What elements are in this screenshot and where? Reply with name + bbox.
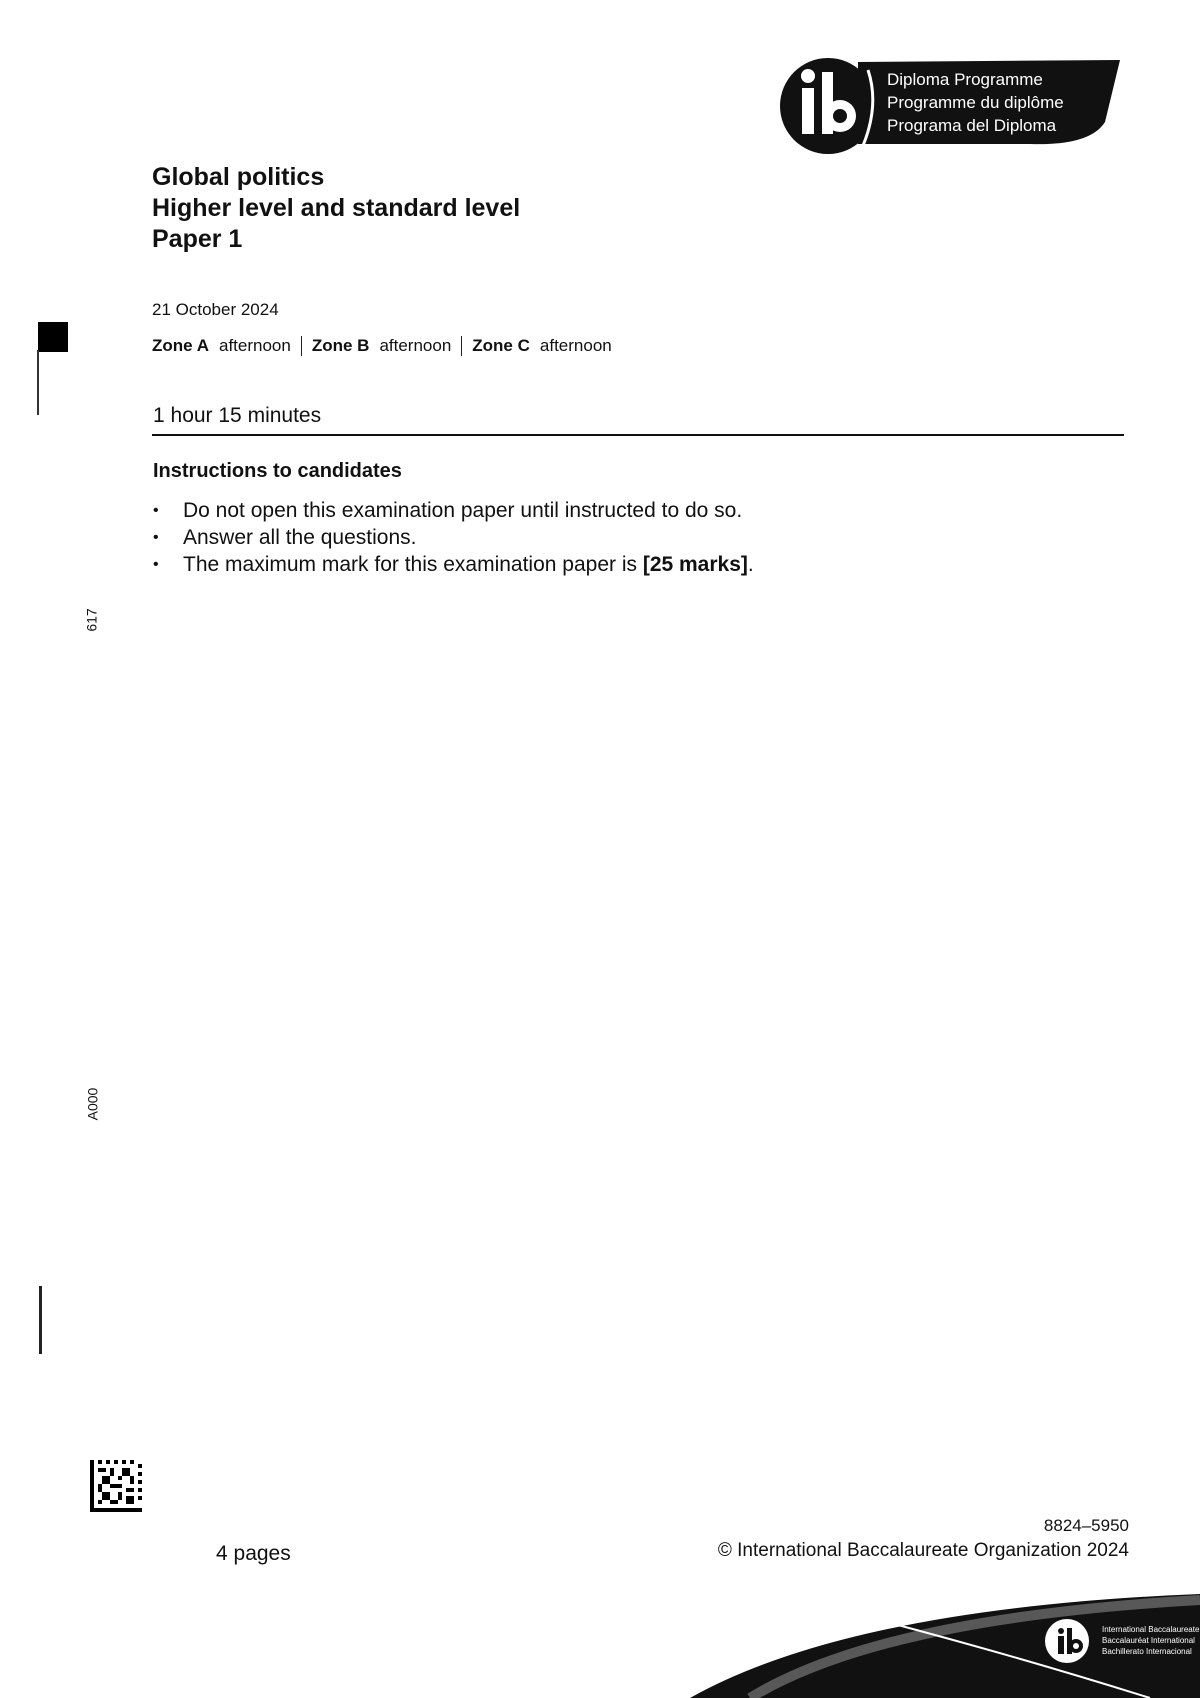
instruction-item [153, 551, 754, 578]
level-title: Higher level and standard level [152, 194, 521, 222]
instruction-text-main: The maximum mark for this examination paper is [183, 552, 643, 576]
zone-session: afternoon [539, 336, 612, 355]
org-line-en: International Baccalaureate [1102, 1625, 1200, 1634]
zone-divider [461, 336, 462, 356]
instruction-text-suffix: . [747, 552, 754, 576]
instruction-text [183, 553, 754, 577]
zone-c [472, 336, 611, 356]
instructions-heading: Instructions to candidates [153, 460, 402, 482]
exam-date: 21 October 2024 [152, 300, 279, 319]
paper-code: 8824–5950 [1043, 1516, 1129, 1535]
registration-line [37, 350, 39, 415]
side-code-bottom: A000 [84, 1087, 101, 1121]
instructions-list [153, 497, 754, 578]
zone-b [312, 336, 451, 356]
bullet-icon: • [153, 501, 159, 519]
max-marks: [25 marks] [642, 552, 748, 576]
zone-a [152, 336, 291, 356]
zone-name: Zone B [311, 336, 370, 355]
instruction-item [153, 497, 754, 524]
ib-header-logo [780, 58, 1120, 156]
zone-name: Zone A [152, 336, 209, 355]
zone-session: afternoon [379, 336, 452, 355]
programme-line-fr: Programme du diplôme [887, 93, 1064, 112]
zone-name: Zone C [472, 336, 530, 355]
footer-org-names [1102, 1624, 1199, 1657]
zone-schedule [152, 336, 612, 356]
datamatrix-barcode-icon [90, 1460, 142, 1512]
bullet-icon: • [153, 555, 159, 573]
exam-duration: 1 hour 15 minutes [153, 404, 322, 427]
copyright-notice: © International Baccalaureate Organization 2024 [717, 1540, 1129, 1561]
registration-line [39, 1286, 42, 1354]
instruction-text: Do not open this examination paper until instructed to do so. [183, 498, 743, 522]
org-line-fr: Baccalauréat International [1102, 1636, 1195, 1645]
programme-line-en: Diploma Programme [887, 70, 1043, 89]
programme-line-es: Programa del Diploma [887, 116, 1057, 135]
registration-mark [38, 322, 68, 352]
zone-session: afternoon [218, 336, 291, 355]
instruction-text: Answer all the questions. [183, 525, 417, 549]
svg-text:ib: ib [804, 92, 805, 93]
paper-title: Paper 1 [152, 225, 243, 253]
side-code-top: 617 [83, 608, 100, 632]
instruction-item [153, 524, 754, 551]
horizontal-rule [152, 434, 1124, 436]
bullet-icon: • [153, 528, 159, 546]
programme-names [887, 68, 1064, 137]
subject-title: Global politics [152, 163, 325, 191]
org-line-es: Bachillerato Internacional [1102, 1647, 1192, 1656]
zone-divider [301, 336, 302, 356]
title-block [152, 162, 520, 255]
page-count: 4 pages [216, 1542, 291, 1565]
